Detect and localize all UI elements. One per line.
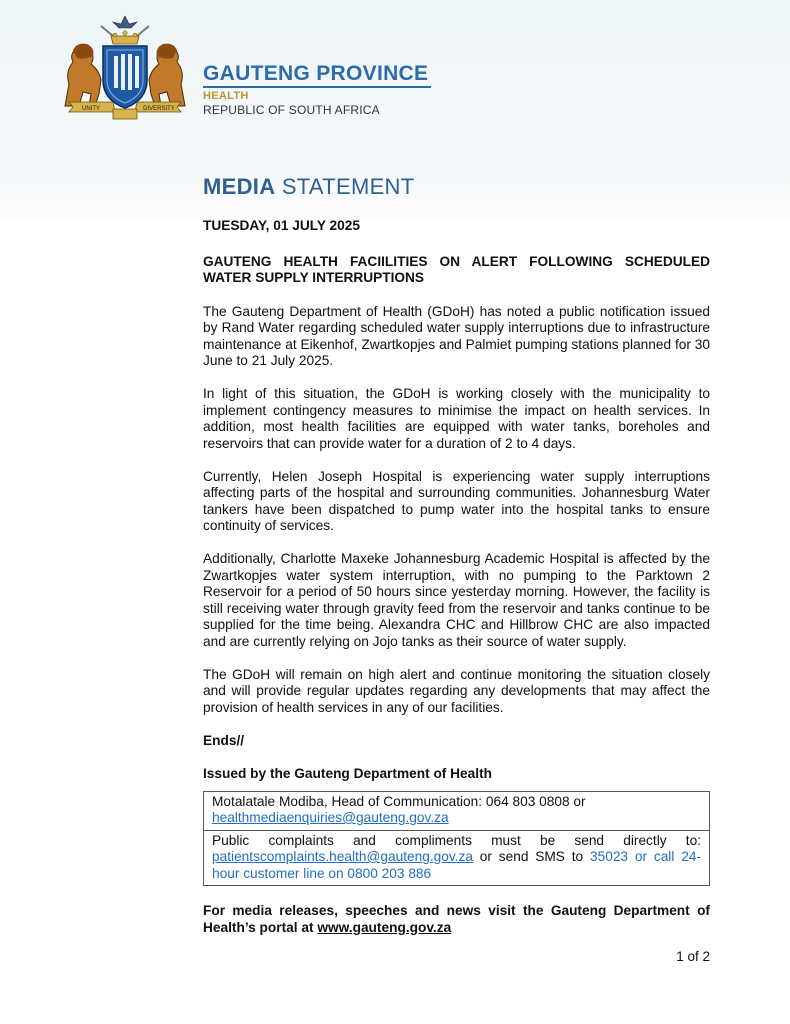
paragraph-2: In light of this situation, the GDoH is working closely with the municipality to implement contingency measures to minimise the impact on health services. In addition, most health facilities are equipped with water tanks, boreholes and reservoirs that can provide water for a duration of 2 to 4 days. xyxy=(203,386,710,451)
org-name-underline xyxy=(203,86,431,88)
contact-cell-media xyxy=(204,791,710,830)
contacts-table xyxy=(203,791,710,887)
paragraph-3: Currently, Helen Joseph Hospital is experiencing water supply interruptions affecting parts of the hospital and surrounding communities. Johannesburg Water tankers have been dispatched to pump water into the hospital tanks to ensure continuity of services. xyxy=(203,468,710,533)
portal-link[interactable]: www.gauteng.gov.za xyxy=(317,919,452,935)
issued-by: Issued by the Gauteng Department of Health xyxy=(203,766,493,781)
crest-motto-left: UNITY xyxy=(82,106,100,112)
media-contact-text: Motalatale Modiba, Head of Communication: 064 803 0808 or xyxy=(212,793,586,809)
coat-of-arms-logo xyxy=(55,14,195,122)
closing-note xyxy=(203,903,710,936)
media-email-link[interactable]: healthmediaenquiries@gauteng.gov.za xyxy=(212,810,449,825)
crest-motto-right: DIVERSITY xyxy=(143,106,175,112)
sms-callline-text: 35023 or call 24-hour customer line on 0800 203 886 xyxy=(212,849,701,881)
doc-type-bold: MEDIA xyxy=(203,174,276,199)
doc-type-rest: STATEMENT xyxy=(281,174,415,199)
complaints-text: Public complaints and compliments must be send directly to: xyxy=(212,832,701,848)
paragraph-4: Additionally, Charlotte Maxeke Johannesburg Academic Hospital is affected by the Zwartkopjes water system interruption, with no pumping to the Parktown 2 Reservoir for a period of 50 hours since yesterday morning. However, the facility is still receiving water through gravity feed from the reservoir and tanks continue to be supplied for the time being. Alexandra CHC and Hillbrow CHC are also impacted and are currently relying on Jojo tanks as their source of water supply. xyxy=(203,551,710,649)
page-number: 1 of 2 xyxy=(676,949,710,964)
paragraph-1: The Gauteng Department of Health (GDoH) has noted a public notification issued by Rand Water regarding scheduled water supply interruptions due to infrastructure maintenance at Eikenhof, Zwartkopjes and Palmiet pumping stations planned for 30 June to 21 July 2025. xyxy=(203,303,710,368)
org-department: HEALTH xyxy=(203,90,249,102)
complaints-sms-text: or send SMS to xyxy=(472,849,590,864)
closing-text: For media releases, speeches and news visit the Gauteng Department of Health’s portal at xyxy=(203,903,710,935)
statement-body xyxy=(203,218,710,948)
contact-row-complaints xyxy=(204,830,710,886)
paragraph-5: The GDoH will remain on high alert and continue monitoring the situation closely and will provide regular updates regarding any developments that may affect the provision of health services in any of our facilities. xyxy=(203,666,710,715)
org-name: GAUTENG PROVINCE xyxy=(203,62,429,85)
statement-date: TUESDAY, 01 JULY 2025 xyxy=(203,218,360,233)
contact-cell-complaints xyxy=(204,830,710,886)
statement-headline: GAUTENG HEALTH FACIILITIES ON ALERT FOLLOWING SCHEDULED WATER SUPPLY INTERRUPTIONS xyxy=(203,253,710,285)
org-country: REPUBLIC OF SOUTH AFRICA xyxy=(203,103,380,117)
complaints-email-link[interactable]: patientscomplaints.health@gauteng.gov.za xyxy=(212,849,473,864)
contact-row-media xyxy=(204,791,710,830)
ends-marker: Ends// xyxy=(203,732,245,748)
document-type-heading xyxy=(203,174,414,200)
